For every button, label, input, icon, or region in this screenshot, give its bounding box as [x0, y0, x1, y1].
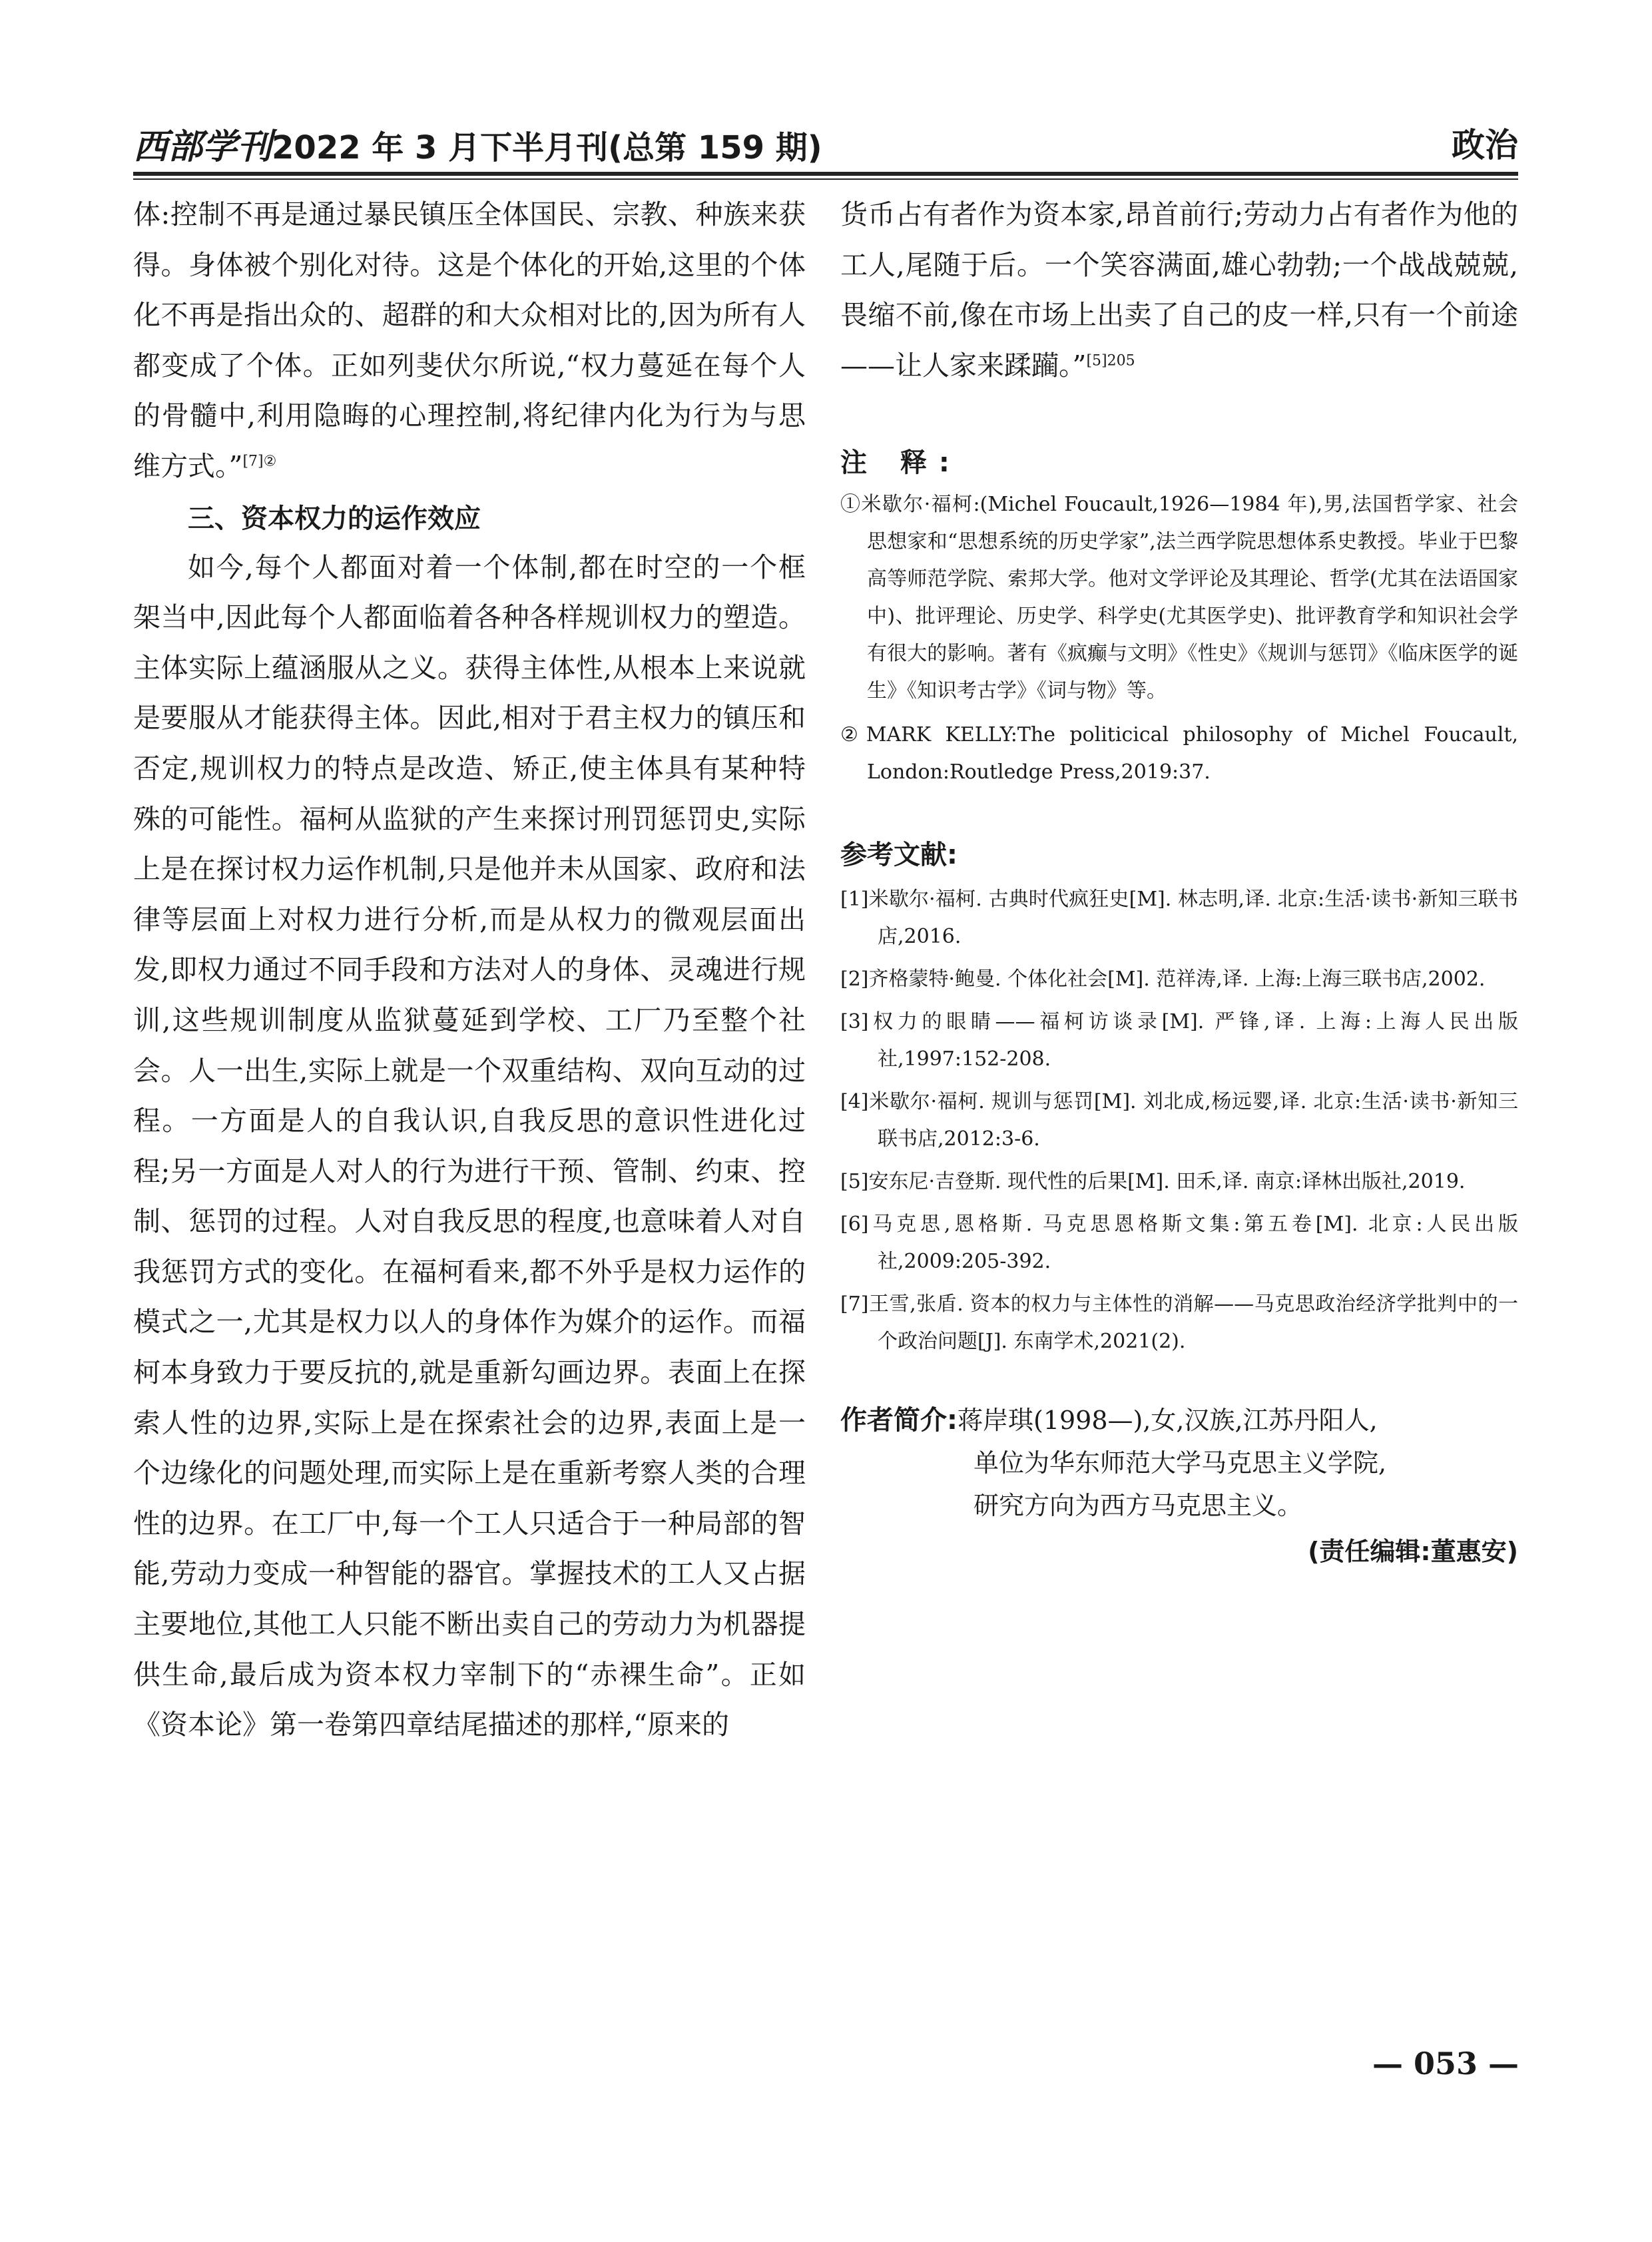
author-text: 蒋岸琪(1998—),女,汉族,江苏丹阳人, — [958, 1406, 1378, 1436]
citation-mark: [7]② — [242, 453, 277, 470]
note-item: ①米歇尔·福柯:(Michel Foucault,1926—1984 年),男,法国哲学家、社会思想家和“思想系统的历史学家”,法兰西学院思想体系史教授。毕业于巴黎高等师范学院、索邦大学。他对文学评论及其理论、哲学(尤其在法语国家中)、批评理论、历史学、科学史(尤其医学史)、批评教育学和知识社会学有很大的影响。著有《疯癫与文明》《性史》《规训与惩罚》《临床医学的诞生》《知识考古学》《词与物》等。 — [840, 493, 1518, 703]
author-label: 作者简介: — [840, 1405, 958, 1436]
body-paragraph — [133, 190, 806, 492]
journal-logo: 西部学刊 — [133, 127, 272, 167]
author-line: 研究方向为西方马克思主义。 — [973, 1491, 1303, 1521]
header-rule-thin — [133, 178, 1518, 180]
reference-item: [2]齐格蒙特·鲍曼. 个体化社会[M]. 范祥涛,译. 上海:上海三联书店,2002. — [840, 968, 1486, 991]
section-name: 政治 — [1452, 126, 1518, 164]
right-column — [840, 190, 1518, 1567]
notes-title: 注 释: — [840, 447, 962, 479]
paragraph-text: 货币占有者作为资本家,昂首前行;劳动力占有者作为他的工人,尾随于后。一个笑容满面,雄心勃勃;一个战战兢兢,畏缩不前,像在市场上出卖了自己的皮一样,只有一个前途——让人家来蹂躏。” — [840, 198, 1518, 382]
journal-title — [133, 119, 822, 168]
header-rule-thick — [133, 172, 1518, 176]
body-paragraph — [840, 190, 1518, 391]
reference-item: [3]权力的眼睛——福柯访谈录[M]. 严锋,译. 上海:上海人民出版社,1997:152-208. — [840, 1010, 1518, 1071]
author-line — [840, 1399, 1518, 1442]
references-list — [840, 881, 1518, 1360]
reference-item: [6]马克思,恩格斯. 马克思恩格斯文集:第五卷[M]. 北京:人民出版社,2009:205-392. — [840, 1213, 1518, 1274]
reference-item: [7]王雪,张盾. 资本的权力与主体性的消解——马克思政治经济学批判中的一个政治问题[J]. 东南学术,2021(2). — [840, 1292, 1518, 1354]
left-column — [133, 190, 806, 1751]
references-title: 参考文献: — [840, 840, 958, 871]
author-bio — [840, 1399, 1518, 1527]
page-header — [133, 113, 1518, 166]
reference-item: [1]米歇尔·福柯. 古典时代疯狂史[M]. 林志明,译. 北京:生活·读书·新知三联书店,2016. — [840, 888, 1518, 949]
author-line: 单位为华东师范大学马克思主义学院, — [973, 1448, 1387, 1478]
paragraph-text: 体:控制不再是通过暴民镇压全体国民、宗教、种族来获得。身体被个别化对待。这是个体化的开始,这里的个体化不再是指出众的、超群的和大众相对比的,因为所有人都变成了个体。正如列斐伏尔所说,“权力蔓延在每个人的骨髓中,利用隐晦的心理控制,将纪律内化为行为与思维方式。” — [133, 198, 806, 482]
page-number: — 053 — — [1372, 2046, 1519, 2082]
note-item: ②MARK KELLY:The politicical philosophy of Michel Foucault, London:Routledge Press,2019:37. — [840, 723, 1518, 784]
issue-info: 2022 年 3 月下半月刊(总第 159 期) — [272, 129, 822, 166]
body-paragraph: 如今,每个人都面对着一个体制,都在时空的一个框架当中,因此每个人都面临着各种各样规训权力的塑造。主体实际上蕴涵服从之义。获得主体性,从根本上来说就是要服从才能获得主体。因此,相对于君主权力的镇压和否定,规训权力的特点是改造、矫正,使主体具有某种特殊的可能性。福柯从监狱的产生来探讨刑罚惩罚史,实际上是在探讨权力运作机制,只是他并未从国家、政府和法律等层面上对权力进行分析,而是从权力的微观层面出发,即权力通过不同手段和方法对人的身体、灵魂进行规训,这些规训制度从监狱蔓延到学校、工厂乃至整个社会。人一出生,实际上就是一个双重结构、双向互动的过程。一方面是人的自我认识,自我反思的意识性进化过程;另一方面是人对人的行为进行干预、管制、约束、控制、惩罚的过程。人对自我反思的程度,也意味着人对自我惩罚方式的变化。在福柯看来,都不外乎是权力运作的模式之一,尤其是权力以人的身体作为媒介的运作。而福柯本身致力于要反抗的,就是重新勾画边界。表面上在探索人性的边界,实际上是在探索社会的边界,表面上是一个边缘化的问题处理,而实际上是在重新考察人类的合理性的边界。在工厂中,每一个工人只适合于一种局部的智能,劳动力变成一种智能的器官。掌握技术的工人又占据主要地位,其他工人只能不断出卖自己的劳动力为机器提供生命,最后成为资本权力宰制下的“赤裸生命”。正如《资本论》第一卷第四章结尾描述的那样,“原来的 — [133, 551, 806, 1741]
reference-item: [5]安东尼·吉登斯. 现代性的后果[M]. 田禾,译. 南京:译林出版社,2019. — [840, 1170, 1466, 1194]
reference-item: [4]米歇尔·福柯. 规训与惩罚[M]. 刘北成,杨远婴,译. 北京:生活·读书·新知三联书店,2012:3-6. — [840, 1090, 1518, 1151]
citation-mark: [5]205 — [1086, 352, 1135, 370]
responsible-editor: (责任编辑:董惠安) — [1308, 1537, 1518, 1567]
section-heading: 三、资本权力的运作效应 — [188, 503, 481, 534]
